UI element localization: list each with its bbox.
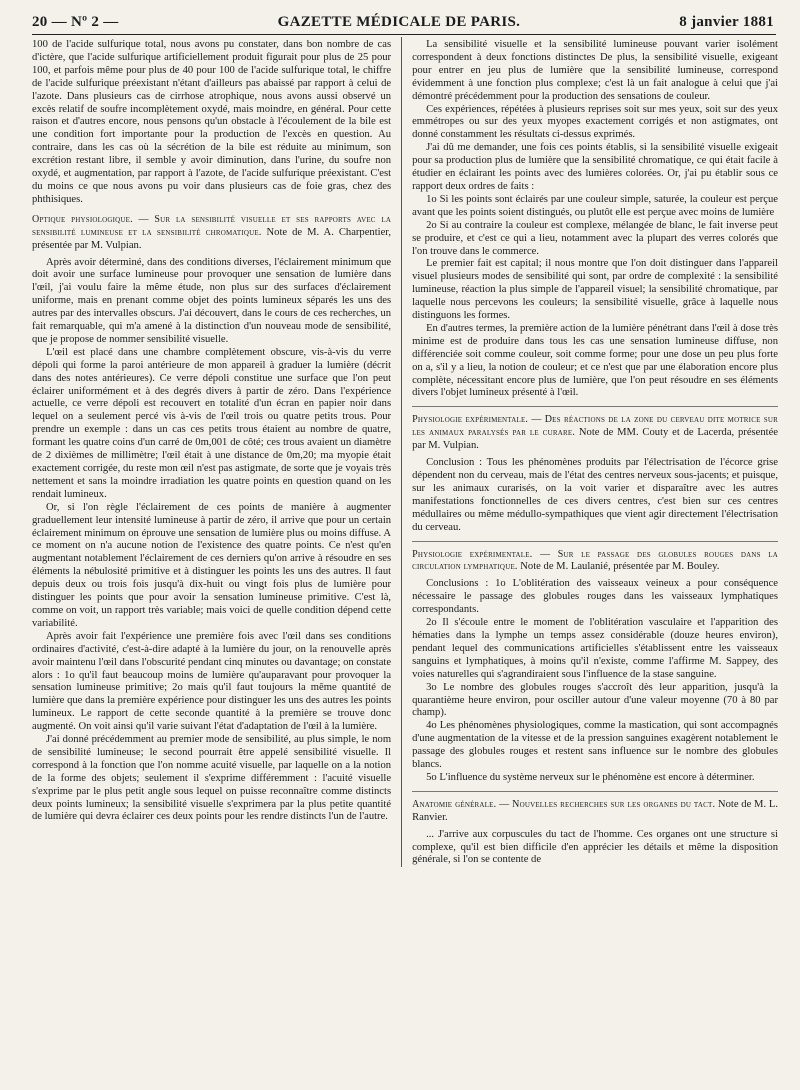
issue-date: 8 janvier 1881 — [679, 14, 774, 30]
paragraph: 1o Si les points sont éclairés par une couleur simple, saturée, la couleur est perçue avant que les points soient distingués, ou plutôt elle est perçue avec moins de lumière — [412, 193, 778, 218]
paragraph: 100 de l'acide sulfurique total, nous avons pu constater, dans bon nombre de cas d'ictère, que l'acide sulfurique artificiellement produit figurait pour plus de 25 pour 100, et parfois même pour plus de 40 pour 100 de l'acide sulfurique total, le chiffre de l'acide sulfurique préexistant n'étant d'ailleurs pas abaissé par rapport à celui de l'azote. Dans plusieurs cas de cirrhose atrophique, nous avons aussi observé un excès relatif de soufre incomplètement oxydé, mais moindre, en général. Pour cette raison et d'autres encore, nous pensons qu'un obstacle à l'écoulement de la bile est une condition fort importante pour la production de l'excès en question. Au contraire, dans les cas où la sécrétion de la bile est réduite au minimum, son excrétion restant libre, il semble y avoir diminution, dans l'urine, du soufre non oxydé, et augmentation, par rapport à l'azote, de l'acide sulfurique préexistant. C'est du moins ce que nous avons pu voir dans plusieurs cas de foie gras, chez des phthisiques. — [32, 39, 392, 205]
heading-note: Note de MM. Couty et de Lacerda, présentée par M. Vulpian. — [412, 427, 778, 452]
header-rule — [32, 34, 776, 35]
article-heading-globules — [412, 549, 778, 575]
paragraph: 2o Il s'écoule entre le moment de l'oblitération vasculaire et l'apparition des hématies dans la lymphe un temps assez considérable (douze heures environ), pendant lequel des communications artificielles s'établissent entre les vaisseaux sanguins et lymphatiques, à moins qu'il n'existe, comme l'affirme M. Sappey, des voies naturelles qui s'agrandiraient sous l'influence de la stase sanguine. — [412, 617, 778, 680]
paragraph: J'ai donné précédemment au premier mode de sensibilité, au plus simple, le nom de sensibilité lumineuse; le second pourrait être appelé sensibilité visuelle. Il correspond à la fonction que l'on nomme acuité visuelle, par laquelle on a la notion de la forme des objets; seulement il s'exprime différemment : l'acuité visuelle s'exprime par le plus petit angle sous lequel on puisse reconnaître comme distincts deux points lumineux; la sensibilité visuelle s'exprimera par la plus petite quantité de lumière qui devra éclairer ces deux points pour les rendre distincts l'un de l'autre. — [32, 734, 392, 823]
heading-note: Note de M. Laulanié, présentée par M. Bouley. — [520, 561, 720, 573]
paragraph: 3o Le nombre des globules rouges s'accroît dès leur apparition, jusqu'à la quarantième heure environ, pour osciller autour d'une valeur moyenne (70 à 80 par champ). — [412, 681, 778, 719]
paragraph: Après avoir déterminé, dans des conditions diverses, l'éclairement minimum que doit avoir une surface lumineuse pour provoquer une sensation de lumière dans l'œil, j'ai voulu faire la même étude, non plus sur des surfaces d'éclairement uniforme, mais en prenant comme objet des points lumineux séparés les uns des autres par des intervalles obscurs. J'ai découvert, dans le cours de ces recherches, un fait remarquable, qui m'a amené à la distinction d'un nouveau mode de sensibilité, que je propose de nommer sensibilité visuelle. — [32, 256, 392, 345]
article-heading-optique — [32, 214, 391, 253]
section-divider — [412, 541, 778, 542]
left-column — [18, 37, 401, 867]
heading-note: Note de M. L. Ranvier. — [412, 798, 778, 823]
page-header — [18, 8, 784, 34]
heading-title: Anatomie générale. — Nouvelles recherches sur les organes du tact. — [412, 798, 716, 810]
paragraph: La sensibilité visuelle et la sensibilité lumineuse pouvant varier isolément correspondent à deux fonctions distinctes De plus, la sensibilité visuelle, exigeant pour entrer en jeu plus de lumière que la sensibilité lumineuse, correspond évidemment à une fonction plus complexe; c'est là un fait analogue à celui que j'ai démontré précédemment pour la production des sensations de couleur. — [412, 39, 778, 102]
heading-title: Physiologie expérimentale. — Des réactions de la zone du cerveau dite motrice sur les animaux paralysés par le curare. — [412, 414, 778, 439]
paragraph: 2o Si au contraire la couleur est complexe, mélangée de blanc, le fait inverse peut se produire, et c'est ce qui a lieu, notamment avec la plupart des verres colorés que l'on trouve dans le commerce. — [412, 219, 778, 257]
paragraph: Ces expériences, répétées à plusieurs reprises soit sur mes yeux, soit sur des yeux emmétropes ou sur des yeux myopes exactement corrigés et non astigmates, ont donné constamment les résultats ci-dessus exprimés. — [412, 103, 778, 141]
paragraph: L'œil est placé dans une chambre complètement obscure, vis-à-vis du verre dépoli qui forme la paroi antérieure de mon appareil à graduer la lumière (décrit dans des notes antérieures). Ce verre dépoli constitue une surface que l'on peut éclairer uniformément et à des degrés divers à partir de zéro. Dans l'expérience actuelle, ce verre dépoli est recouvert en totalité d'un écran en papier noir dans lequel on a seulement percé vis à-vis de l'œil trois ou quatre petits trous. Pour prendre un exemple : dans un cas ces petits trous étaient au nombre de quatre, formant les quatre coins d'un carré de 0m,001 de côté; ces trous avaient un diamètre de 2 dixièmes de millimètre; l'œil était à une distance de 0m,20; ma myopie était exactement corrigée, du reste mon œil n'est pas astigmate, de sorte que je voyais très nettement et sans la moindre irradiation les quatre points en question quand on les rendait lumineux. — [32, 346, 392, 500]
columns — [18, 37, 784, 867]
page-number: 20 — Nº 2 — — [32, 14, 119, 30]
paragraph: Le premier fait est capital; il nous montre que l'on doit distinguer dans l'appareil visuel plusieurs modes de sensibilité qui sont, par ordre de complexité : la sensibilité lumineuse, réaction la plus simple de l'appareil visuel; la sensibilité chromatique, par laquelle nous percevons les couleurs; la sensibilité visuelle, grâce à laquelle nous distinguons les formes. — [412, 258, 778, 322]
paragraph: 4o Les phénomènes physiologiques, comme la mastication, qui sont accompagnés d'une augmentation de la vitesse et de la pression sanguines exagèrent notablement le passage des globules rouges et restent sans influence sur le nombre des globules blancs. — [412, 720, 778, 771]
section-divider — [412, 791, 778, 792]
article-heading-curare — [412, 414, 778, 453]
paragraph: Après avoir fait l'expérience une première fois avec l'œil dans ses conditions ordinaires d'activité, c'est-à-dire adapté à la lumière du jour, on la renouvelle après avoir maintenu l'œil dans l'obscurité pendant cinq minutes ou davantage; on constate alors : 1o qu'il faut beaucoup moins de lumière qu'auparavant pour provoquer la sensation lumineuse primitive; 2o mais qu'il faut toujours la même quantité de lumière que dans la première expérience pour distinguer les uns des autres les points lumineux. Le rapport de cette seconde quantité à la première se trouve donc augmenté. On voit ainsi qu'il varie suivant l'état d'adaptation de l'œil à la lumière. — [32, 630, 392, 733]
heading-note: Note de M. A. Charpentier, présentée par M. Vulpian. — [32, 226, 392, 251]
paragraph: Or, si l'on règle l'éclairement de ces points de manière à augmenter graduellement leur intensité lumineuse à partir de zéro, il arrive que pour un certain éclairement minimum on éprouve une sensation de lumière plus ou moins diffuse. A ce moment on n'a aucune notion de l'existence des quatre points. Ce n'est qu'en augmentant notablement l'éclairement de ces derniers qu'on arrive à résoudre en ses éléments la nébulosité primitive et à distinguer les points les uns des autres. Il faut depuis deux ou trois fois jusqu'à dix-huit ou vingt fois plus de lumière pour distinguer les points que pour avoir la sensation lumineuse primitive. C'est là, comme on voit, un rapport très variable; mais voici de quelle condition dépend cette variabilité. — [32, 501, 392, 629]
paragraph: En d'autres termes, la première action de la lumière pénétrant dans l'œil à dose très minime est de produire dans tous les cas une sensation lumineuse diffuse, non différenciée soit comme couleur, soit comme forme; pour une dose un peu plus forte on a, s'il y a lieu, la notion de couleur; et ce n'est que par une élaboration encore plus complète, nécessitant encore plus de lumière, que l'on peut résoudre en ses éléments divers l'objet lumineux présenté à l'œil. — [412, 322, 778, 399]
paragraph: Conclusion : Tous les phénomènes produits par l'électrisation de l'écorce grise dépendent non du cerveau, mais de l'état des centres nerveux sous-jacents; et puisque, sur les animaux curarisés, on la voit varier et disparaître avec les autres manifestations fonctionnelles de ces divers centres, c'est bien sur ces centres médullaires ou même médullo-sympathiques que vient agir directement l'électrisation du cerveau. — [412, 457, 778, 533]
paragraph: ... J'arrive aux corpuscules du tact de l'homme. Ces organes ont une structure si complexe, qu'il est bien difficile d'en apprécier les détails et même la disposition générale, si l'on se contente de — [412, 828, 778, 866]
right-column — [401, 37, 784, 867]
heading-title: Optique physiologique. — Sur la sensibilité visuelle et ses rapports avec la sensibilité lumineuse et la sensibilité chromatique. — [32, 213, 392, 238]
paragraph: J'ai dû me demander, une fois ces points établis, si la sensibilité visuelle exigeait pour sa production plus de lumière que la sensibilité chromatique, ce qui était facile à étudier en éclairant les points avec des lumières colorées. Or, j'ai pu établir sous ce rapport deux ordres de faits : — [412, 142, 778, 192]
article-heading-tact — [412, 799, 778, 825]
journal-title: GAZETTE MÉDICALE DE PARIS. — [277, 14, 521, 30]
paragraph: Conclusions : 1o L'oblitération des vaisseaux veineux a pour conséquence nécessaire le passage des globules rouges dans les vaisseaux lymphatiques correspondants. — [412, 578, 778, 616]
heading-title: Physiologie expérimentale. — Sur le passage des globules rouges dans la circulation lymphatique. — [412, 548, 778, 573]
section-divider — [412, 406, 778, 407]
paragraph: 5o L'influence du système nerveux sur le phénomène est encore à déterminer. — [426, 771, 755, 783]
